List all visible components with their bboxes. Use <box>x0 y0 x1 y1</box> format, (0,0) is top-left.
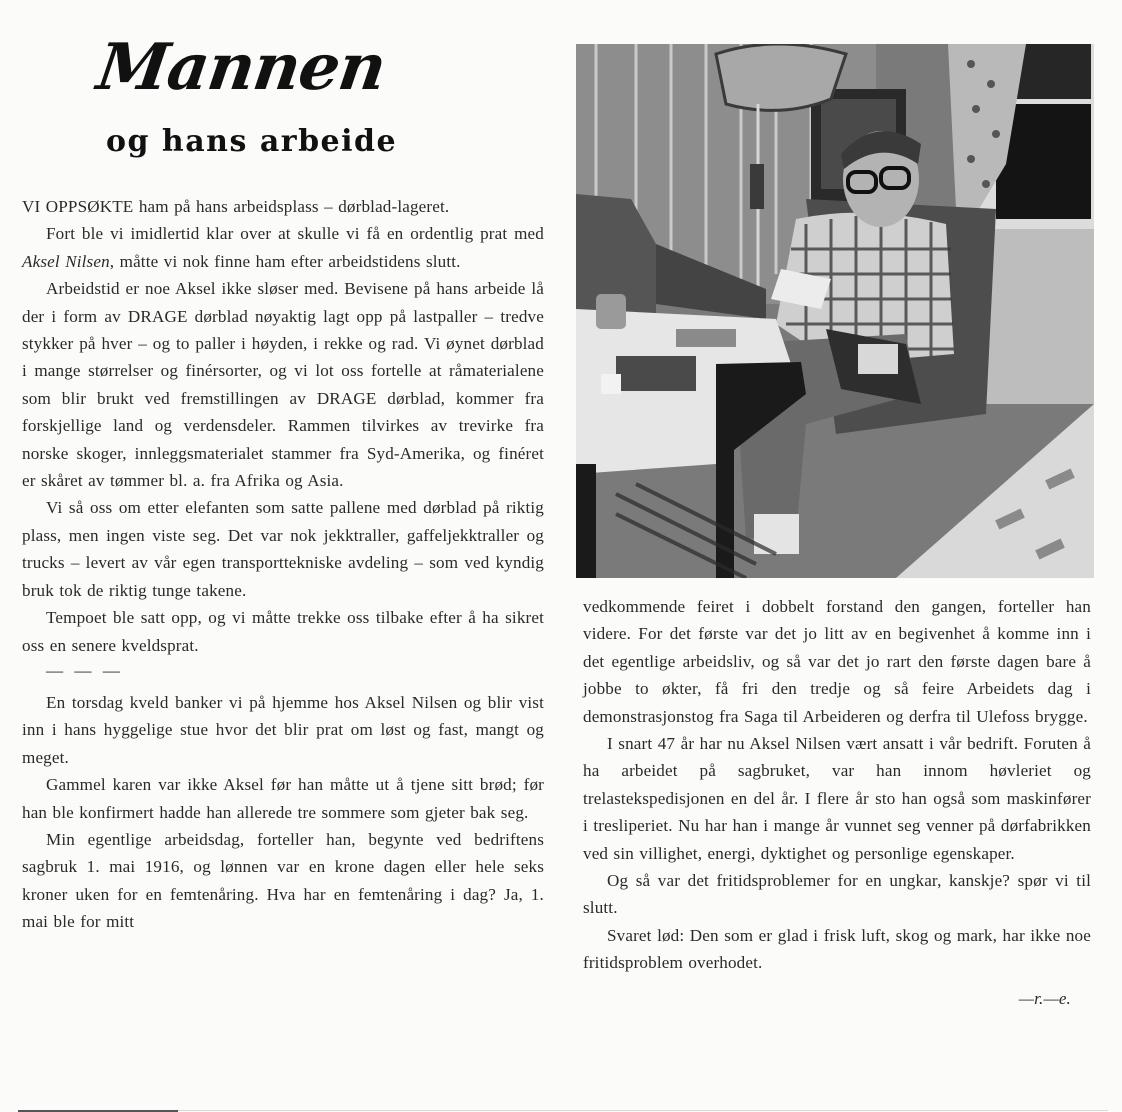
lead-in: VI OPPSØKTE <box>22 197 134 216</box>
article-subtitle: og hans arbeide <box>106 124 398 159</box>
author-signature: —r.—e. <box>1018 988 1071 1008</box>
paragraph: Fort ble vi imidlertid klar over at skulle vi få en ordentlig prat med Aksel Nilsen, måtte vi nok finne ham efter arbeidstidens slutt. <box>22 224 544 271</box>
article-photo <box>576 44 1094 578</box>
paragraph: I snart 47 år har nu Aksel Nilsen vært ansatt i vår bedrift. Foruten å ha arbeidet på sagbruket, var han innom høvleriet og trelastekspedisjonen en del år. I flere år sto han også som maskinfører i tresliperiet. Nu har han i mange år vunnet seg venner på dørfabrikken ved sin villighet, energi, dyktighet og personlige egenskaper. <box>583 734 1091 863</box>
paragraph: Tempoet ble satt opp, og vi måtte trekke oss tilbake efter å ha sikret oss en senere kveldsprat. <box>22 608 544 655</box>
section-divider: — — — <box>46 660 123 680</box>
paragraph: Svaret lød: Den som er glad i frisk luft, skog og mark, har ikke noe fritidsproblem overhodet. <box>583 925 1091 973</box>
paragraph: Og så var det fritidsproblemer for en ungkar, kanskje? spør vi til slutt. <box>583 871 1091 918</box>
paragraph: Vi så oss om etter elefanten som satte pallene med dørblad på riktig plass, men ingen viste seg. Det var nok jekktraller, gaffeljekktraller og trucks – levert av vår egen transporttekniske avdeling – som ved kyndig bruk tok de riktig tunge takene. <box>22 498 544 600</box>
photo-illustration <box>576 44 1094 578</box>
article-title: Mannen <box>92 30 390 105</box>
paragraph: En torsdag kveld banker vi på hjemme hos Aksel Nilsen og blir vist inn i hans hyggelige stue hvor det blir prat om løst og fast, mangt og meget. <box>22 692 544 767</box>
paragraph: VI OPPSØKTE ham på hans arbeidsplass – dørblad-lageret. <box>22 197 450 216</box>
left-column <box>22 193 544 936</box>
bottom-rule-faint <box>178 1110 1108 1111</box>
paragraph: vedkommende feiret i dobbelt forstand den gangen, forteller han videre. For det første var det jo litt av en begivenhet å komme inn i det egentlige arbeidsliv, og så var det jo rart den første dagen bare å jobbe to økter, få fri den tredje og så feire Arbeidets dag i demonstrasjonstog fra Saga til Arbeideren og derfra til Ulefoss brygge. <box>583 597 1091 726</box>
paragraph: Min egentlige arbeidsdag, forteller han, begynte ved bedriftens sagbruk 1. mai 1916, og lønnen var en krone dagen eller hele seks kroner uken for en femtenåring. Hva har en femtenåring i dag? Ja, 1. mai ble for mitt <box>22 829 544 932</box>
person-name: Aksel Nilsen <box>22 251 110 271</box>
paragraph: Arbeidstid er noe Aksel ikke sløser med. Bevisene på hans arbeide lå der i form av DRAGE dørblad nøyaktig lagt opp på lastpaller – tredve stykker på hver – og to paller i høyden, i rekke og rad. Vi øynet dørblad i mange størrelser og finérsorter, og vi lot oss fortelle at råmaterialene som blir brukt ved fremstillingen av DRAGE dørblad, kommer fra forskjellige land og verdensdeler. Rammen tilvirkes av trevirke fra norske skoger, innleggsmaterialet stammer fra Syd-Amerika, og finéret er skåret av tømmer bl. a. fra Afrika og Asia. <box>22 279 544 491</box>
right-column <box>583 593 1091 1012</box>
paragraph: Gammel karen var ikke Aksel før han måtte ut å tjene sitt brød; før han ble konfirmert hadde han allerede tre sommere som gjeter bak seg. <box>22 775 544 822</box>
